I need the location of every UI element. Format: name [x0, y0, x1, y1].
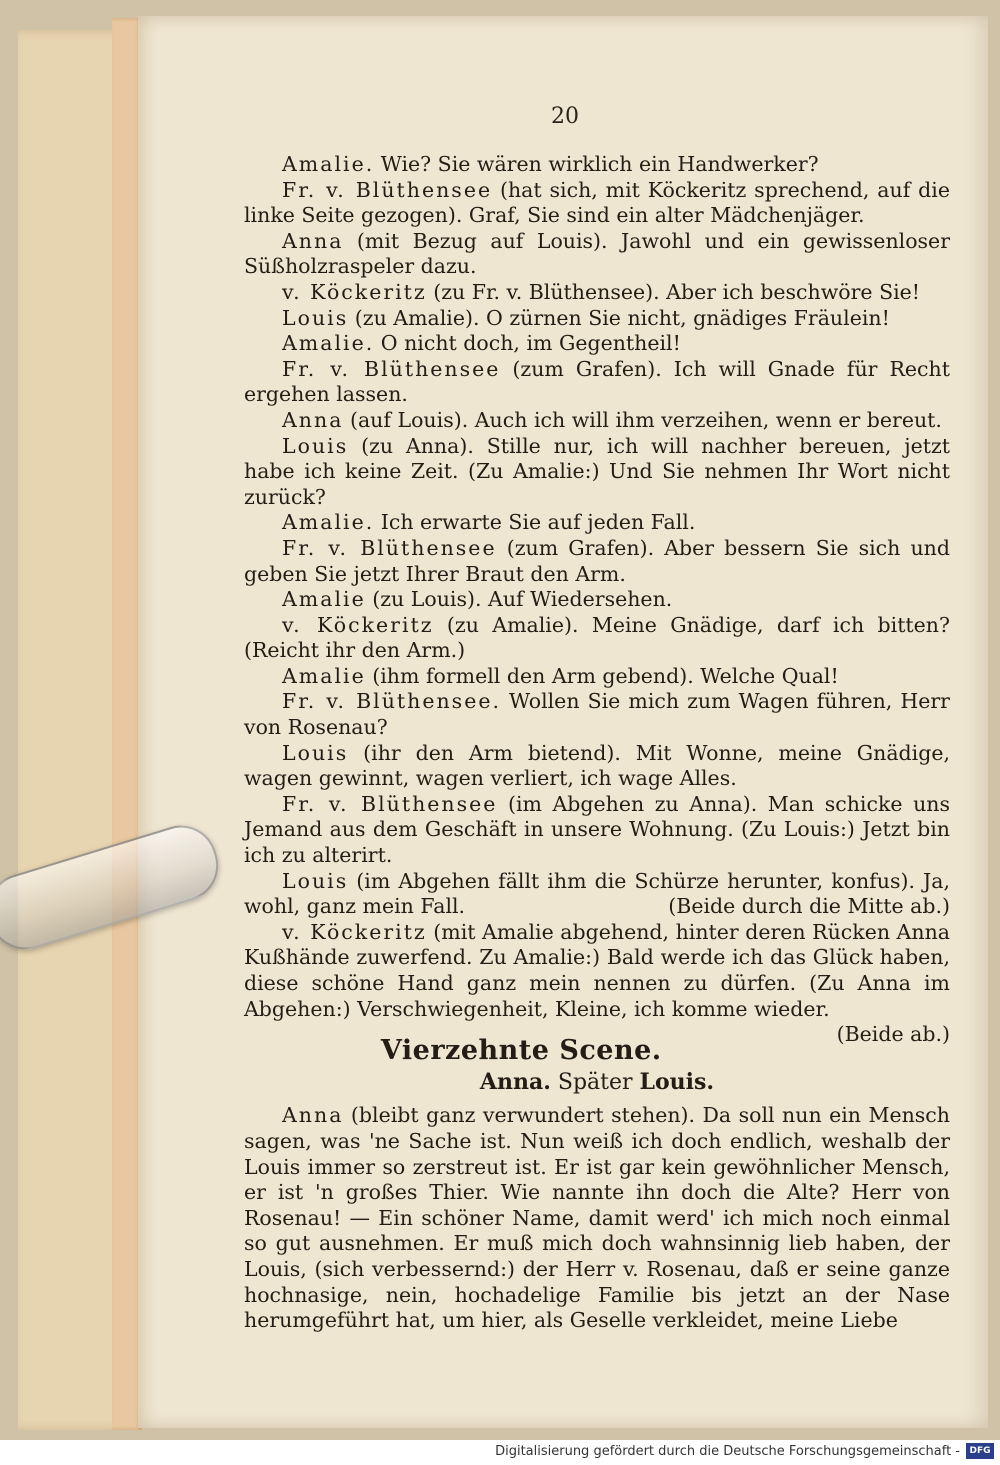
dialogue-line: Louis (im Abgehen fällt ihm die Schürze herunter, konfus). Ja, wohl, ganz mein Fall. (Beide durch die Mitte ab.)	[244, 868, 950, 919]
dialogue-line: Amalie. O nicht doch, im Gegentheil!	[282, 331, 681, 356]
stage-direction: (Beide durch die Mitte ab.)	[668, 894, 950, 919]
dialogue-line: Amalie (ihm formell den Arm gebend). Welche Qual!	[282, 663, 839, 688]
dialogue-line: Fr. v. Blüthensee (zum Grafen). Ich will Gnade für Recht ergehen lassen.	[244, 356, 950, 407]
dialogue-line: Fr. v. Blüthensee (hat sich, mit Köckeritz sprechend, auf die linke Seite gezogen). Graf, Sie sind ein alter Mädchenjäger.	[244, 177, 950, 228]
dialogue-line: Amalie (zu Louis). Auf Wiedersehen.	[282, 587, 673, 612]
dialogue-line: Louis (zu Anna). Stille nur, ich will nachher bereuen, jetzt habe ich keine Zeit. (Zu Amalie:) Und Sie nehmen Ihr Wort nicht zurück?	[244, 433, 950, 509]
dialogue-line: Amalie. Ich erwarte Sie auf jeden Fall.	[282, 510, 696, 535]
dialogue-line: Louis (ihr den Arm bietend). Mit Wonne, meine Gnädige, wagen gewinnt, wagen verliert, ich wage Alles.	[244, 740, 950, 791]
dialogue-line: Fr. v. Blüthensee (zum Grafen). Aber bessern Sie sich und geben Sie jetzt Ihrer Braut den Arm.	[244, 535, 950, 586]
stage-direction: (Beide ab.)	[836, 1022, 950, 1047]
dfg-logo: DFG	[966, 1443, 994, 1459]
dialogue-line: Fr. v. Blüthensee (im Abgehen zu Anna). Man schicke uns Jemand aus dem Geschäft in unsere Wohnung. (Zu Louis:) Jetzt bin ich zu alterirt.	[244, 791, 950, 868]
dialogue-line: Louis (zu Amalie). O zürnen Sie nicht, gnädiges Fräulein!	[282, 305, 890, 330]
dialogue-line: v. Köckeritz (zu Amalie). Meine Gnädige, darf ich bitten? (Reicht ihr den Arm.)	[244, 612, 950, 663]
scene-characters: Anna. Später Louis.	[479, 1068, 715, 1095]
dialogue-line: Fr. v. Blüthensee. Wollen Sie mich zum Wagen führen, Herr von Rosenau?	[244, 689, 950, 740]
page-text	[244, 152, 950, 1334]
dialogue-line: v. Köckeritz (zu Fr. v. Blüthensee). Aber ich beschwöre Sie!	[282, 279, 921, 304]
funding-credit: Digitalisierung gefördert durch die Deutsche Forschungsgemeinschaft -	[495, 1444, 960, 1459]
dialogue-line: Anna (bleibt ganz verwundert stehen). Da soll nun ein Mensch sagen, was 'ne Sache ist. Nun weiß ich doch endlich, weshalb der Louis immer so zerstreut ist. Er ist gar kein gewöhnlicher Mensch, er ist 'n großes Thier. Wie nannte ihn doch die Alte? Herr von Rosenau! — Ein schöner Name, damit werd' ich mich noch einmal so gut ausnehmen. Er muß mich doch wahnsinnig lieb haben, der Louis, (sich verbessernd:) der Herr v. Rosenau, daß er seine ganze hochnasige, nein, hochadelige Familie bis jetzt an der Nase herumgeführt hat, um hier, als Geselle verkleidet, meine Liebe	[244, 1103, 950, 1333]
page-number: 20	[551, 104, 579, 129]
scene-title: Vierzehnte Scene.	[380, 1035, 662, 1067]
dialogue-line: Anna (auf Louis). Auch ich will ihm verzeihen, wenn er bereut.	[282, 407, 942, 432]
dialogue-line: Amalie. Wie? Sie wären wirklich ein Handwerker?	[282, 152, 819, 176]
dialogue-line: Anna (mit Bezug auf Louis). Jawohl und ein gewissenloser Süßholzraspeler dazu.	[244, 228, 950, 279]
dialogue-line: v. Köckeritz (mit Amalie abgehend, hinter deren Rücken Anna Kußhände zuwerfend. Zu Amalie:) Bald werde ich das Glück haben, diese schöne Hand ganz mein nennen zu dürfen. (Zu Anna im Abgehen:) Verschwiegenheit, Kleine, ich komme wieder. (Beide ab.)	[244, 919, 950, 1047]
